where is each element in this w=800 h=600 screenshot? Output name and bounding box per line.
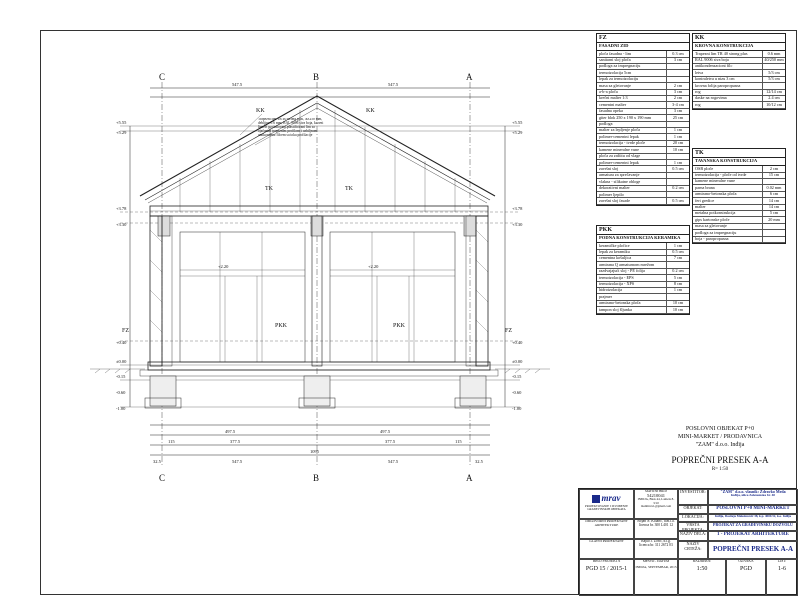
axis-a-top: A [466,72,473,82]
section-scale: R= 1:50 [711,467,729,473]
fz-layer-thickness: 1 cm [673,159,683,165]
dim-115-right: 115 [455,439,462,444]
tk-layer-name: armirano-betonska ploča [693,192,763,197]
logo-text: mrav [601,493,621,503]
fz-layer-thickness: 2 cm [673,82,683,88]
fz-layer-name: dekorativni malter [597,186,667,191]
pkk-layer-thickness: 10 cm [672,306,684,312]
level-m060-right: -0.60 [512,390,522,395]
pkk-layer-name: lepak za keramiku [597,250,667,255]
kk-layer-thickness: 5/3 cm [768,69,780,75]
drawing-value: POPREČNI PRESEK A-A [712,545,794,553]
tk-layer-name: kamene mineralne vune [693,179,763,184]
responsible-label: ODGOVORNI PROJEKTANT ARHITEKTURE [585,519,628,527]
part-value: 1 - PROJEKAT ARHITEKTURE [717,532,789,537]
tag-tk-right: TK [345,186,353,192]
kk-layer-thickness [763,64,785,69]
level-220-mid-right: +2.20 [368,264,379,269]
kk-layer-row [693,102,785,108]
tk-layer-name: podloga za impregnaciju [693,230,763,235]
object-label: OBJEKAT: [683,505,703,510]
pkk-layer-thickness: 10 cm [672,300,684,306]
dim-bottom-right: 497.5 [380,429,391,434]
level-000-left: ±0.00 [116,359,127,364]
chief-name: Rajko J. Zorić, d.i.g. [641,539,671,543]
pkk-layer-name: prajmer [597,294,667,299]
kind-value-cell [708,522,798,531]
fz-layer-name: podloga za impregnaciju [597,64,667,69]
kind-label-cell [678,522,708,531]
sheet-value: 1-6 [778,565,786,572]
project-line2: MINI-MARKET / PRODAVNICA [677,434,763,441]
fz-layer-name: termoizolacija 5cm [597,70,667,75]
tk-layer-name: termoizolacija - ploče od tvrde [693,173,763,178]
tag-pkk-left: PKK [275,323,288,329]
pkk-layer-name: termoizolacija - XPS [597,282,667,287]
chief-label: GLAVNI PROJEKTANT [589,539,624,543]
level-220-mid: +2.20 [218,264,229,269]
fz-layer-name: završni sloj fasade [597,198,667,203]
kk-layer-thickness: 12/14 cm [766,89,782,95]
tag-fz-right: FZ [505,328,513,334]
legend-tk [692,148,786,244]
fz-layer-name: malter za lepljenje ploča [597,128,667,133]
dim-top-left: 547.5 [232,82,243,87]
kk-layer-name: letva [693,70,763,75]
dim-115-left: 115 [168,439,175,444]
proj-no-cell [579,559,634,596]
level-m100-right: -1.00 [512,406,522,411]
legend-fz-code: FZ [597,34,689,43]
kk-layer-name: kontraletva u nizu 3 cm [693,77,763,82]
fz-layer-thickness: 10 cm [672,146,684,152]
level-040-right: +0.40 [512,340,523,345]
company-address: INĐIJA, Blok 44, Lamela 8-3/10 [637,497,675,505]
company-logo-cell [579,489,634,519]
fz-layer-thickness [667,70,689,75]
dim-bottom-b: 547.5 [388,459,399,464]
pkk-layer-thickness: 8 cm [673,281,683,287]
legend-tk-code: TK [693,149,785,158]
axis-c-bottom: C [159,473,166,483]
fz-layer-thickness: 0.5 cm [672,197,684,203]
responsible-name: Bojan N. Kolarić, d.m.i.a. [637,519,675,523]
mark-label: OZNAKA [738,559,754,563]
fz-layer-thickness: 3-4 cm [672,101,684,107]
drawing-value-cell [708,541,798,559]
pkk-layer-thickness: 7 cm [673,255,683,261]
tag-pkk-right: PKK [393,323,406,329]
level-555-right: +5.55 [512,120,523,125]
responsible-value-cell [634,519,678,539]
tk-layer-thickness: 2 cm [769,165,779,171]
responsible-label-cell [579,519,634,539]
axis-a-bottom: A [466,473,473,483]
pkk-layer-name: razdvajajući sloj - PE folija [597,269,667,274]
fz-layer-thickness: 0.2 cm [672,185,684,191]
dim-top-right: 547.5 [388,82,399,87]
tag-fz-left: FZ [122,328,130,334]
legend-fz [596,33,690,206]
tk-layer-name: parna brana [693,185,763,190]
pkk-layer-name: tampon sloj šljunka [597,307,667,312]
legend-fz-title: FASADNI ZID [597,43,689,51]
legend-pkk [596,225,690,315]
chief-licence: licenca br. 311 2672 03 [639,542,673,547]
pkk-layer-name: armirano-betonska ploča [597,301,667,306]
fz-layer-name: polimer-cementni lepak [597,160,667,165]
tk-layer-name: metalna potkonstrukcija [693,211,763,216]
kk-layer-thickness: 0.6 mm [767,50,781,56]
sheet-label: LIST: [777,559,787,563]
location-value: Inđija, Dositeja Maksimović 38, k.p. 4004/12, k.o. Inđija [714,514,792,518]
pkk-layer-thickness: 1 cm [673,287,683,293]
fz-layer-name: armatura za sprečavanje [597,173,667,178]
tk-layer-thickness: 5 cm [769,210,779,216]
level-000-right: ±0.00 [512,359,523,364]
legend-tk-title: TAVANSKA KONSTRUKCIJA [693,158,785,166]
part-value-cell [708,531,798,541]
kind-label: VRSTA PROJEKTA: [682,522,704,531]
tk-layer-name: boja - paropropusna [693,237,763,242]
fz-layer-name: cementni malter [597,102,667,107]
section-title: POPREČNI PRESEK A-A [671,455,769,466]
tk-layer-thickness: 15 cm [768,172,780,178]
tk-layer-row [693,237,785,243]
axis-c-top: C [159,72,166,82]
tk-layer-thickness: 6 cm [769,191,779,197]
pkk-layer-name: armirana Q armaturnom mrežom [597,262,667,267]
pkk-layer-thickness: 1 cm [673,242,683,248]
pkk-layer-name: cementna košuljica [597,256,667,261]
kk-layer-thickness [763,83,785,88]
level-378-left: +3.78 [116,206,127,211]
fz-layer-name: podloga [597,122,667,127]
fz-layer-name: krečni malter 1:3 [597,96,667,101]
fz-layer-thickness: 3 cm [673,57,683,63]
kk-layer-thickness: 5/3 cm [768,76,780,82]
dim-bottom-a: 547.5 [232,459,243,464]
fz-layer-thickness: 3 cm [673,108,683,114]
investor-label-cell [678,489,708,505]
sheet-cell [766,559,798,596]
company-subtitle: PROJEKTOVANJE I IZVOĐENJE GRAĐEVINSKIH OBJEKATA [585,503,628,512]
project-line1: POSLOVNI OBJEKAT P+0 [685,426,755,432]
tk-layer-thickness: 14 cm [768,204,780,210]
fz-layer-row [597,198,689,204]
dim-bottom-left: 497.5 [225,429,236,434]
fz-layer-name: fasadna opeka [597,109,667,114]
tk-layer-name: gips kartonske ploče [693,217,763,222]
axis-b-top: B [313,72,320,82]
location-value-cell [708,514,798,522]
fz-layer-thickness [667,173,689,178]
pkk-layer-thickness [667,294,689,299]
legend-pkk-code: PKK [597,226,689,235]
kk-layer-name: Trapezni lim TR 40 strong plus [693,51,763,56]
fz-layer-thickness [667,179,689,184]
fz-layer-name: termoizolacija - tvrde ploče [597,141,667,146]
kk-layer-name: rog [693,102,763,107]
pkk-layer-thickness: 5 cm [673,274,683,280]
tk-layer-thickness [763,224,785,229]
level-330-left: +3.30 [116,222,127,227]
fz-layer-name: a-b-a ploča [597,90,667,95]
fz-layer-thickness: 0.5 cm [672,165,684,171]
level-m015-right: -0.15 [512,374,522,379]
fz-layer-name: ploča za zaštitu od vlage [597,154,667,159]
kk-layer-thickness: 40/250 mm [764,57,784,63]
pkk-layer-thickness: 0.2 cm [672,268,684,274]
pkk-layer-thickness [667,262,689,267]
tag-kk-right: KK [366,108,375,114]
part-label: NAZIV DELA: [679,531,707,536]
tk-layer-thickness [763,179,785,184]
fz-layer-thickness [667,154,689,159]
tk-layer-thickness: 0.02 mm [766,184,782,190]
investor-value: "ZAM" d.o.o. vlasnik: Zdravko Mrda [720,489,786,494]
part-label-cell [678,531,708,541]
level-529-right: +5.29 [512,130,523,135]
investor-value-cell [708,489,798,505]
reg-label: MATIČNI BROJ [645,489,667,493]
object-label-cell [678,505,708,514]
level-330-right: +3.30 [512,222,523,227]
company-email: mailmrav1@gmail.com [640,504,672,509]
scale-label: RAZMERA: [692,559,712,563]
level-378-right: +3.78 [512,206,523,211]
fz-layer-thickness: 3 cm [673,89,683,95]
pkk-layer-thickness: 0.5 cm [672,249,684,255]
tk-layer-name: malter [693,205,763,210]
fz-layer-name: masa za gletovanje [597,83,667,88]
project-caption [650,425,790,474]
mark-cell [726,559,766,596]
fz-layer-thickness: 20 cm [672,140,684,146]
legend-kk [692,33,786,110]
title-block [578,488,797,595]
tk-layer-thickness [763,237,785,242]
kk-layer-name: antikondenzacioni filc [693,64,763,69]
place-cell [634,559,678,596]
kk-layer-thickness: 10/12 cm [766,101,782,107]
scale-value: 1:50 [696,565,708,572]
fz-layer-name: polimer-cementni lepak [597,134,667,139]
tag-tk-left: TK [265,186,273,192]
fz-layer-thickness [667,64,689,69]
dim-bottom-mid-right: 377.5 [385,439,396,444]
fz-layer-name: kamene mineralne vune [597,147,667,152]
location-label-cell [678,514,708,522]
dim-325-left: 32.5 [153,459,161,464]
level-555-left: +5.55 [116,120,127,125]
level-040-left: +0.40 [116,340,127,345]
pkk-layer-name: hidroizolacija [597,288,667,293]
mark-value: PGD [739,565,752,572]
fz-layer-name: ploča fasadna - lim [597,51,667,56]
level-m015-left: -0.15 [116,374,126,379]
pkk-layer-row [597,307,689,313]
drawing-label: NAZIV CRTEŽA: [684,541,702,551]
place-label: MESTO - DATUM [642,559,670,563]
logo-icon [592,495,600,503]
object-value: POSLOVNI P+0 MINI-MARKET [716,506,790,511]
project-line3: "ZAM" d.o.o. Inđija [695,442,745,449]
chief-label-cell [579,539,634,559]
proj-no-label: BROJ PROJEKTA [592,559,621,563]
legend-pkk-title: PODNA KONSTRUKCIJA KERAMIKA [597,235,689,243]
fz-layer-thickness: 1 cm [673,133,683,139]
location-label: LOKACIJA: [682,514,704,519]
kk-layer-name: krovna folija paropropusna [693,83,763,88]
tk-layer-name: masa za gletovanje [693,224,763,229]
level-529-left: +5.29 [116,130,127,135]
tk-layer-thickness [763,230,785,235]
kk-layer-thickness: 2.4 cm [768,95,780,101]
fz-layer-thickness: 0.3 cm [672,50,684,56]
fz-layer-thickness [667,192,689,197]
pkk-layer-name: keramičke pločice [597,243,667,248]
tk-layer-thickness: 20 mm [768,216,780,222]
tk-layer-name: OSB ploče [693,166,763,171]
company-info-cell [634,489,678,519]
reg-value: 54210041 [647,492,665,498]
legend-kk-code: KK [693,34,785,43]
kk-layer-name: rog [693,90,763,95]
pkk-layer-name: termoizolacija - EPS [597,275,667,280]
fz-layer-name: završni sloj [597,166,667,171]
legend-kk-title: KROVNA KONSTRUKCIJA [693,43,785,51]
company-logo [580,494,633,504]
fz-layer-name: lepak za termoizolaciju [597,77,667,82]
kk-layer-name: RAL 9006 siva boja [693,58,763,63]
tk-layer-name: fert gredice [693,198,763,203]
fz-layer-thickness: 25 cm [672,114,684,120]
fz-layer-thickness [667,77,689,82]
fz-layer-name: giter blok 250 x 190 x 190 mm [597,115,667,120]
proj-no-value: PGD 15 / 2015-1 [585,565,628,572]
fz-layer-name: polimer ljepilo [597,192,667,197]
object-value-cell [708,505,798,514]
investor-label: INVESTITOR: [680,489,706,494]
kk-layer-name: daske na rogovima [693,96,763,101]
fz-layer-thickness: 1 cm [673,127,683,133]
dim-bottom-total: 1095 [310,449,319,454]
dim-bottom-mid-left: 377.5 [230,439,241,444]
roof-note: Trapezni lim TR 40 strong plus, 40/250 mm, debljine 0.6 mm, RAL 9006 siva boja, krovni limovi pocinkovani plastificirani lim sa ojačanim trapeznim profilom i ozbiljnom antikondenz filcem sa toka profilacije [258,118,324,137]
level-m060-left: -0.60 [116,390,126,395]
fz-layer-thickness: 2 cm [673,95,683,101]
chief-value-cell [634,539,678,559]
scale-cell [678,559,726,596]
kind-value: PROJEKAT ZA GRAĐEVINSKU DOZVOLU [713,522,793,527]
tk-layer-thickness: 14 cm [768,197,780,203]
investor-address: Inđija, ulica Zeletomska br. 40 [730,493,776,498]
fz-layer-name: vlakna - silikatne obloge [597,179,667,184]
dim-325-right: 32.5 [475,459,483,464]
drawing-label-cell [678,541,708,559]
place-value: INĐIJA, SEPTEMBAR, 2015 [635,564,677,569]
tag-kk-left: KK [256,108,265,114]
responsible-licence: licenca br. 300 L401 12 [638,522,674,527]
level-m100-left: -1.00 [116,406,126,411]
fz-layer-thickness [667,122,689,127]
axis-b-bottom: B [313,473,320,483]
fz-layer-name: sanitarni sloj ploča [597,58,667,63]
